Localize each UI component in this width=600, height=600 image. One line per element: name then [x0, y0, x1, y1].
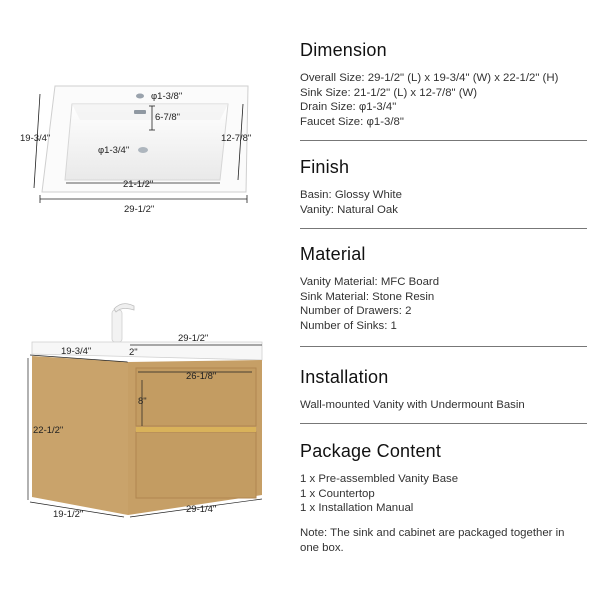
finish-heading: Finish: [300, 157, 350, 177]
package-section: [300, 441, 590, 556]
sink-depth-label: 6-7/8": [155, 112, 181, 123]
spec-line: Overall Size: 29-1/2" (L) x 19-3/4" (W) x 22-1/2" (H): [300, 72, 559, 84]
sink-overall-width-label: 29-1/2": [124, 204, 155, 215]
vanity-top-width-label: 29-1/2": [178, 333, 209, 344]
spec-line: Vanity: Natural Oak: [300, 203, 398, 216]
dimension-section: [300, 40, 590, 129]
divider: [300, 228, 587, 229]
spec-line: Sink Size: 21-1/2" (L) x 12-7/8" (W): [300, 86, 478, 99]
spec-line: 1 x Installation Manual: [300, 502, 414, 515]
vanity-bottom-depth-label: 19-1/2": [53, 509, 84, 520]
spec-line: Wall-mounted Vanity with Undermount Basin: [300, 399, 525, 411]
sink-faucet-label: φ1-3/8": [151, 91, 183, 102]
spec-line: Faucet Size: φ1-3/8": [300, 115, 404, 128]
sink-drain-label: φ1-3/4": [98, 145, 130, 156]
faucet-icon: [112, 304, 134, 342]
spec-line: Basin: Glossy White: [300, 189, 402, 201]
divider: [300, 423, 587, 424]
material-section: [300, 244, 590, 333]
spec-line: Number of Drawers: 2: [300, 305, 412, 318]
divider: [300, 346, 587, 347]
finish-section: [300, 157, 590, 217]
spec-line: Vanity Material: MFC Board: [300, 276, 440, 288]
drawer-height-label: 8": [138, 396, 147, 407]
installation-section: [300, 367, 590, 413]
spec-line: Drain Size: φ1-3/4": [300, 101, 397, 114]
sink-left-label: 19-3/4": [20, 133, 51, 144]
vanity-bottom-width-label: 29-1/4": [186, 504, 217, 515]
dimension-heading: Dimension: [300, 40, 387, 60]
drawer-width-label: 26-1/8": [186, 371, 217, 382]
drawer-handle: [136, 427, 256, 432]
package-heading: Package Content: [300, 441, 442, 461]
vanity-top-thickness-label: 2": [129, 347, 138, 358]
vanity-top-depth-label: 19-3/4": [61, 346, 92, 357]
divider: [300, 140, 587, 141]
installation-heading: Installation: [300, 367, 389, 387]
spec-line: 1 x Pre-assembled Vanity Base: [300, 473, 459, 485]
sink-basin-width-label: 21-1/2": [123, 179, 154, 190]
spec-line: Number of Sinks: 1: [300, 319, 397, 332]
spec-line: 1 x Countertop: [300, 487, 375, 500]
lower-drawer: [136, 432, 256, 498]
vanity-diagram: [0, 0, 290, 600]
sink-right-label: 12-7/8": [221, 133, 252, 144]
package-note: Note: The sink and cabinet are packaged together in one box.: [300, 526, 565, 554]
material-heading: Material: [300, 244, 366, 264]
vanity-height-label: 22-1/2": [33, 425, 64, 436]
spec-line: Sink Material: Stone Resin: [300, 290, 435, 303]
